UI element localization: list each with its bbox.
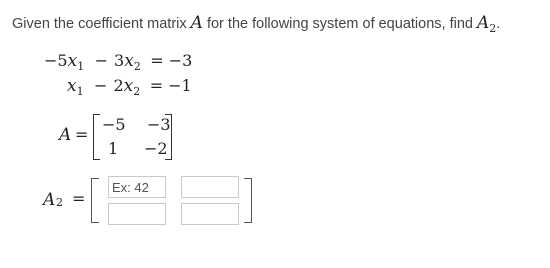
target-subscript: 2 xyxy=(489,22,497,35)
question-prompt xyxy=(12,13,500,33)
equation-1 xyxy=(44,51,192,71)
prompt-period: . xyxy=(496,16,501,32)
answer-right-bracket xyxy=(244,178,252,223)
matrix-a-cell: −3 xyxy=(147,115,171,134)
eq2-rhs: −1 xyxy=(168,76,192,95)
eq1-sub1: 1 xyxy=(77,60,85,73)
prompt-text-after: for the following system of equations, find xyxy=(202,16,477,32)
eq1-coef1: −5 xyxy=(44,51,68,70)
prompt-text-before: Given the coefficient matrix xyxy=(12,16,191,32)
eq1-sub2: 2 xyxy=(133,60,141,73)
eq1-coef2: 3 xyxy=(114,51,125,70)
answer-cell-col2-bottom[interactable] xyxy=(181,203,239,225)
matrix-a-right-bracket xyxy=(165,114,172,160)
eq1-equals: = xyxy=(150,51,164,70)
answer-cell-c2z[interactable] xyxy=(181,176,239,198)
matrix-symbol: A xyxy=(190,13,203,33)
equation-2 xyxy=(67,76,192,96)
answer-label-subscript: 2 xyxy=(56,196,63,209)
eq1-operator: − xyxy=(94,51,109,70)
eq1-var1: x xyxy=(67,51,78,71)
eq2-var2: x xyxy=(123,76,134,96)
eq2-equals: = xyxy=(149,76,164,95)
eq2-var1: x xyxy=(67,76,77,96)
eq2-operator: − xyxy=(94,76,108,95)
answer-cell-r2c1[interactable] xyxy=(108,203,166,225)
matrix-a-cell: 1 xyxy=(108,139,119,158)
matrix-a-cell: −2 xyxy=(144,139,168,158)
answer-label: A xyxy=(43,190,56,210)
target-symbol: A xyxy=(476,13,490,33)
matrix-a-cell: −5 xyxy=(102,115,126,134)
eq1-var2: x xyxy=(124,51,134,71)
eq2-coef2: 2 xyxy=(113,76,124,95)
matrix-a-equals: = xyxy=(75,125,89,144)
answer-cell-1-1[interactable] xyxy=(108,176,166,198)
matrix-a-left-bracket xyxy=(93,114,100,160)
eq1-rhs: −3 xyxy=(168,51,193,70)
eq2-sub2: 2 xyxy=(133,85,141,98)
answer-equals: = xyxy=(72,189,86,208)
matrix-a-label: A xyxy=(59,125,72,145)
eq2-sub1: 1 xyxy=(76,85,84,98)
answer-left-bracket xyxy=(91,178,99,223)
